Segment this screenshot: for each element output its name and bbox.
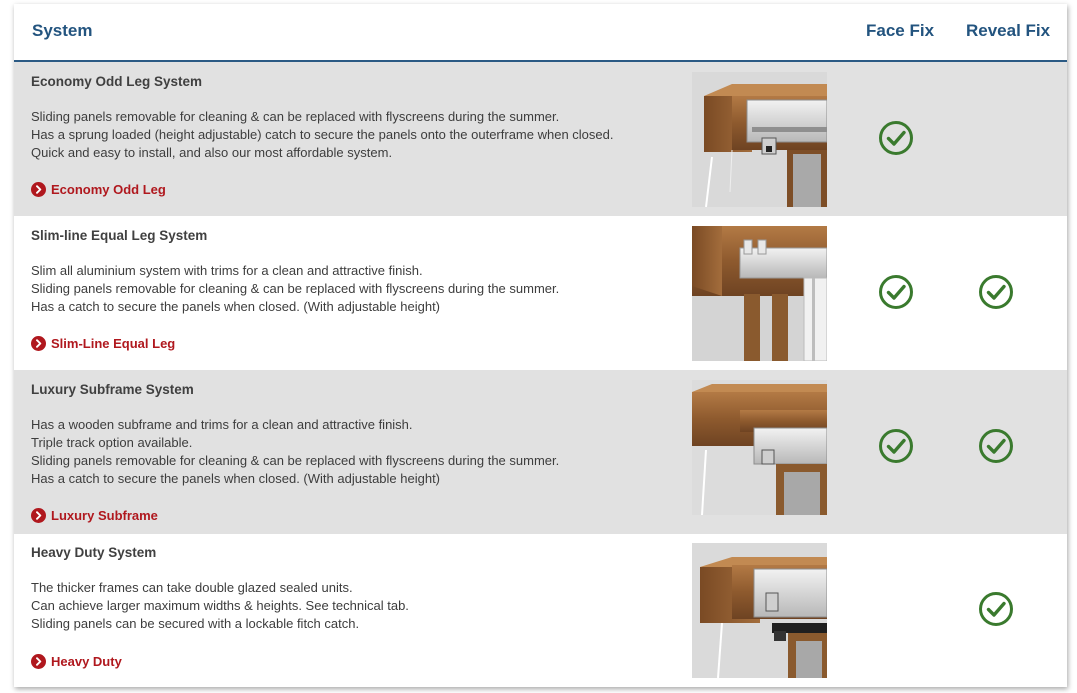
chevron-right-circle-icon xyxy=(31,654,46,669)
link-label: Slim-Line Equal Leg xyxy=(51,336,176,351)
heavy-duty-link[interactable] xyxy=(31,654,122,669)
table-row-economy-odd-leg xyxy=(14,62,1067,216)
luxury-subframe-link[interactable] xyxy=(31,508,158,523)
face-fix-check-icon xyxy=(878,274,914,310)
heavy-duty-image xyxy=(692,543,827,678)
description-line: Can achieve larger maximum widths & heights. See technical tab. xyxy=(31,598,409,613)
face-fix-check-icon xyxy=(878,120,914,156)
economy-odd-leg-link[interactable] xyxy=(31,182,166,197)
reveal-fix-check-icon xyxy=(978,428,1014,464)
row-title: Luxury Subframe System xyxy=(31,382,194,397)
row-description xyxy=(31,416,559,488)
description-line: Sliding panels removable for cleaning & can be replaced with flyscreens during the summer. xyxy=(31,453,560,468)
reveal-fix-check-icon xyxy=(978,274,1014,310)
table-row-slim-line-equal-leg xyxy=(14,216,1067,370)
row-title: Heavy Duty System xyxy=(31,545,157,560)
description-line: Has a wooden subframe and trims for a clean and attractive finish. xyxy=(31,417,413,432)
table-row-luxury-subframe xyxy=(14,370,1067,534)
header-face-fix: Face Fix xyxy=(866,21,935,40)
header-system: System xyxy=(32,21,93,40)
slim-line-equal-leg-image xyxy=(692,226,827,361)
slim-line-equal-leg-link[interactable] xyxy=(31,336,175,351)
description-line: Has a catch to secure the panels when closed. (With adjustable height) xyxy=(31,299,441,314)
description-line: Quick and easy to install, and also our most affordable system. xyxy=(31,145,393,160)
row-description xyxy=(31,262,559,316)
description-line: The thicker frames can take double glazed sealed units. xyxy=(31,580,353,595)
link-label: Economy Odd Leg xyxy=(51,182,166,197)
description-line: Slim all aluminium system with trims for a clean and attractive finish. xyxy=(31,263,423,278)
description-line: Sliding panels can be secured with a lockable fitch catch. xyxy=(31,616,360,631)
reveal-fix-check-icon xyxy=(978,591,1014,627)
chevron-right-circle-icon xyxy=(31,508,46,523)
chevron-right-circle-icon xyxy=(31,336,46,351)
table-header xyxy=(14,4,1067,62)
header-reveal-fix: Reveal Fix xyxy=(966,21,1051,40)
row-description xyxy=(31,108,613,162)
luxury-subframe-image xyxy=(692,380,827,515)
economy-odd-leg-image xyxy=(692,72,827,207)
description-line: Triple track option available. xyxy=(31,435,193,450)
face-fix-check-icon xyxy=(878,428,914,464)
systems-table xyxy=(14,4,1067,687)
chevron-right-circle-icon xyxy=(31,182,46,197)
table-row-heavy-duty xyxy=(14,534,1067,687)
row-title: Slim-line Equal Leg System xyxy=(31,228,208,243)
description-line: Sliding panels removable for cleaning & can be replaced with flyscreens during the summer. xyxy=(31,109,560,124)
link-label: Heavy Duty xyxy=(51,654,122,669)
description-line: Has a catch to secure the panels when closed. (With adjustable height) xyxy=(31,471,441,486)
link-label: Luxury Subframe xyxy=(51,508,158,523)
description-line: Has a sprung loaded (height adjustable) catch to secure the panels onto the outerframe when closed. xyxy=(31,127,614,142)
description-line: Sliding panels removable for cleaning & can be replaced with flyscreens during the summer. xyxy=(31,281,560,296)
row-title: Economy Odd Leg System xyxy=(31,74,203,89)
row-description xyxy=(31,579,409,633)
